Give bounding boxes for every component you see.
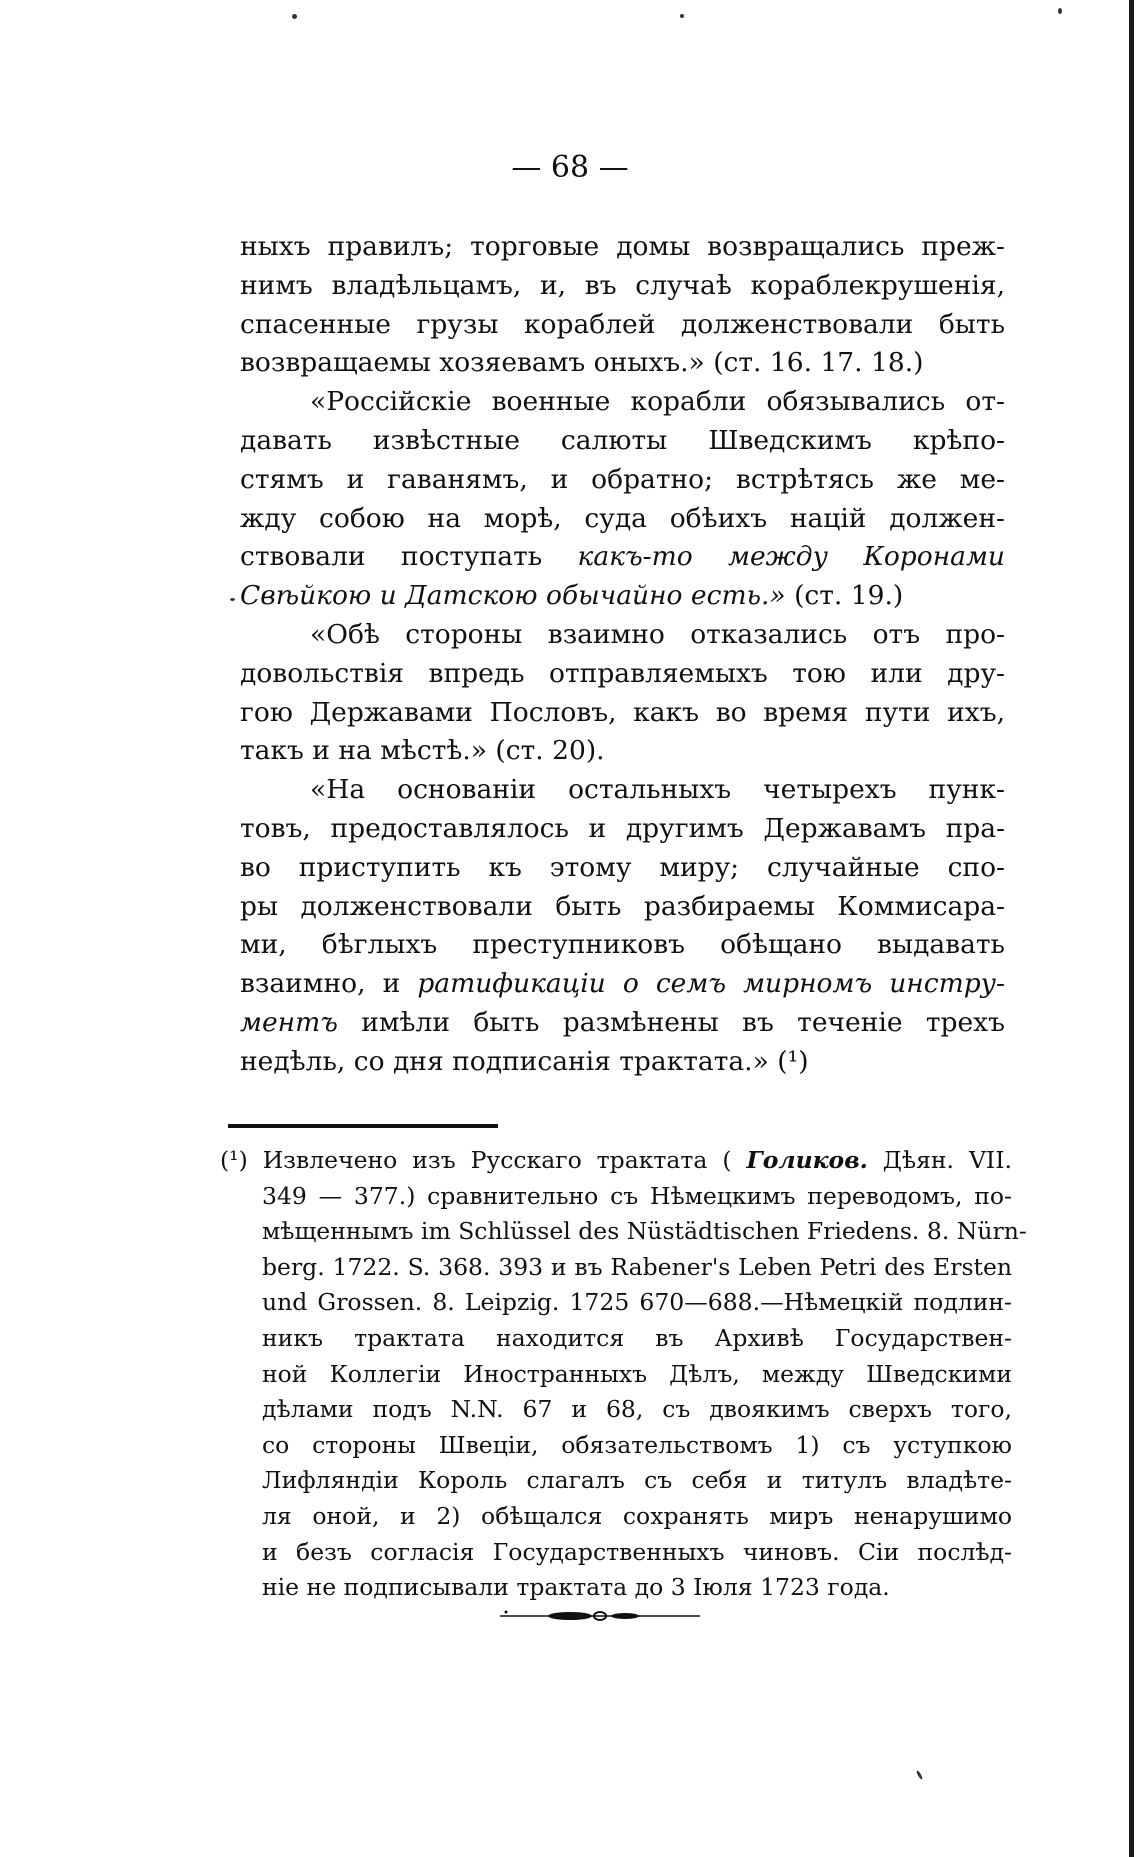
text-line: ми, бѣглыхъ преступниковъ обѣщано выдавать (240, 929, 1005, 961)
paragraph-start: «Обѣ стороны взаимно отказались отъ про- (310, 618, 1005, 650)
italic-phrase: ратификаціи о семъ мирномъ инстру- (417, 968, 1005, 1000)
speck (1058, 8, 1062, 14)
italic-phrase: какъ-то между Коронами (577, 541, 1005, 573)
footnote-line: мѣщеннымъ im Schlüssel des Nüstädtischen Friedens. 8. Nürn- (262, 1217, 1027, 1246)
speck (292, 14, 297, 19)
footnote-line: berg. 1722. S. 368. 393 и въ Rabener's Leben Petri des Ersten (262, 1252, 1012, 1281)
text-line: жду собою на морѣ, суда обѣихъ націй должен- (240, 502, 1005, 534)
text-line: спасенные грузы кораблей долженствовали быть (240, 308, 1005, 340)
paragraph-start: «На основаніи остальныхъ четырехъ пунк- (310, 774, 1005, 806)
text-line: довольствія впредь отправляемыхъ тою или дру- (240, 657, 1005, 689)
speck (916, 1770, 924, 1780)
footnote-line: und Grossen. 8. Leipzig. 1725 670—688.—Нѣмецкій подлин- (262, 1288, 1012, 1317)
text-line: во приступить къ этому миру; случайные спо- (240, 851, 1005, 883)
footnote (220, 1143, 1027, 1606)
italic-author: Голиков. (746, 1146, 868, 1174)
text-line (240, 1004, 1005, 1043)
text-line: стямъ и гаванямъ, и обратно; встрѣтясь же ме- (240, 463, 1005, 495)
line-text: взаимно, и (240, 968, 401, 1000)
text-line: товъ, предоставлялось и другимъ Державамъ пра- (240, 812, 1005, 844)
text-line: давать извѣстные салюты Шведскимъ крѣпо- (240, 424, 1005, 456)
italic-word: ментъ (240, 1006, 338, 1038)
text-line (240, 577, 1005, 616)
line-text: (¹) Извлечено изъ Русскаго трактата ( (220, 1146, 732, 1174)
text-line: нимъ владѣльцамъ, и, въ случаѣ кораблекрушенія, (240, 269, 1005, 301)
text-line: такъ и на мѣстѣ.» (ст. 20). (240, 735, 605, 767)
end-ornament (500, 1606, 700, 1626)
citation: (ст. 19.) (794, 580, 904, 612)
text-line: ныхъ правилъ; торговые домы возвращались преж- (240, 231, 1005, 262)
speck (230, 598, 235, 601)
footnote-line: со стороны Швеціи, обязательствомъ 1) съ уступкою (262, 1430, 1012, 1459)
text-line (240, 538, 1005, 577)
text-line: ры долженствовали быть разбираемы Коммисара- (240, 890, 1005, 922)
footnote-line: ля оной, и 2) обѣщался сохранять миръ ненарушимо (262, 1501, 1012, 1530)
text-line: гою Державами Пословъ, какъ во время пути ихъ, (240, 696, 1005, 728)
line-text: Дѣян. VII. (882, 1146, 1012, 1174)
line-text: имѣли быть размѣнены въ теченіе трехъ (361, 1006, 1005, 1038)
page-number: — 68 — (511, 150, 629, 185)
footnote-line: 349 — 377.) сравнительно съ Нѣмецкимъ переводомъ, по- (262, 1181, 1012, 1210)
text-line: недѣль, со дня подписанія трактата.» (¹) (240, 1045, 809, 1077)
footnote-line: ной Коллегіи Иностранныхъ Дѣлъ, между Шведскими (262, 1359, 1012, 1388)
footnote-line: ніе не подписывали трактата до 3 Іюля 1723 года. (262, 1573, 890, 1602)
footnote-line: Лифляндіи Король слагалъ съ себя и титулъ владѣте- (262, 1466, 1012, 1495)
main-text (240, 228, 1005, 1082)
page-edge-line (1129, 0, 1134, 1857)
footnote-line: дѣлами подъ N.N. 67 и 68, съ двоякимъ сверхъ того, (262, 1395, 1012, 1424)
footnote-line: и безъ согласія Государственныхъ чиновъ. Сіи послѣд- (262, 1537, 1012, 1566)
line-text: ствовали поступать (240, 541, 543, 573)
speck (680, 14, 684, 18)
text-line (240, 965, 1005, 1004)
footnote-rule (228, 1124, 498, 1128)
footnote-line: никъ трактата находится въ Архивѣ Государствен- (262, 1323, 1012, 1352)
italic-phrase: Свѣйкою и Датскою обычайно есть.» (240, 580, 786, 612)
footnote-line (220, 1143, 1012, 1179)
text-line: возвращаемы хозяевамъ оныхъ.» (ст. 16. 17. 18.) (240, 347, 924, 379)
paragraph-start: «Россійскіе военные корабли обязывались от- (310, 386, 1005, 418)
